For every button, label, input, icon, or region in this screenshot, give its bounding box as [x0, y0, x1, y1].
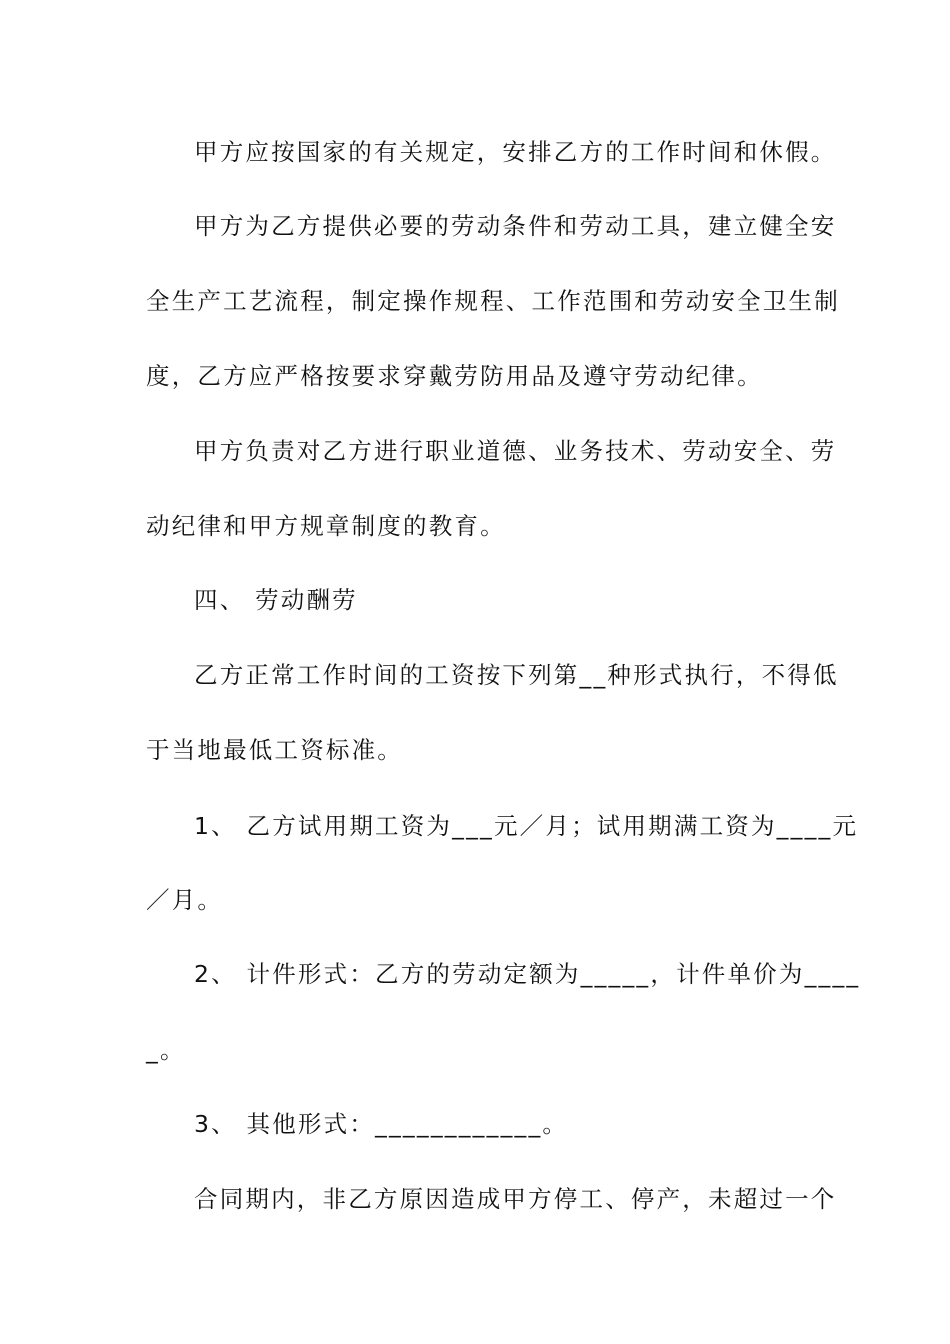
- paragraph-line: 乙方正常工作时间的工资按下列第__种形式执行，不得低: [194, 661, 839, 689]
- paragraph-line: 于当地最低工资标准。: [146, 736, 403, 764]
- paragraph-line: 动纪律和甲方规章制度的教育。: [146, 512, 506, 540]
- list-item: 2、 计件形式：乙方的劳动定额为_____，计件单价为____: [194, 960, 861, 988]
- paragraph-line: 合同期内，非乙方原因造成甲方停工、停产，未超过一个: [194, 1185, 837, 1213]
- paragraph-line: ／月。: [146, 886, 224, 914]
- paragraph-line: 度，乙方应严格按要求穿戴劳防用品及遵守劳动纪律。: [146, 362, 763, 390]
- list-item: 3、 其他形式：____________。: [194, 1110, 569, 1138]
- paragraph-line: _。: [146, 1036, 186, 1064]
- paragraph-line: 甲方为乙方提供必要的劳动条件和劳动工具，建立健全安: [194, 212, 837, 240]
- paragraph-line: 甲方应按国家的有关规定，安排乙方的工作时间和休假。: [194, 138, 837, 166]
- paragraph-line: 甲方负责对乙方进行职业道德、业务技术、劳动安全、劳: [194, 437, 837, 465]
- list-item: 1、 乙方试用期工资为___元／月；试用期满工资为____元: [194, 812, 859, 840]
- paragraph-line: 全生产工艺流程，制定操作规程、工作范围和劳动安全卫生制: [146, 287, 840, 315]
- section-heading: 四、 劳动酬劳: [194, 586, 358, 614]
